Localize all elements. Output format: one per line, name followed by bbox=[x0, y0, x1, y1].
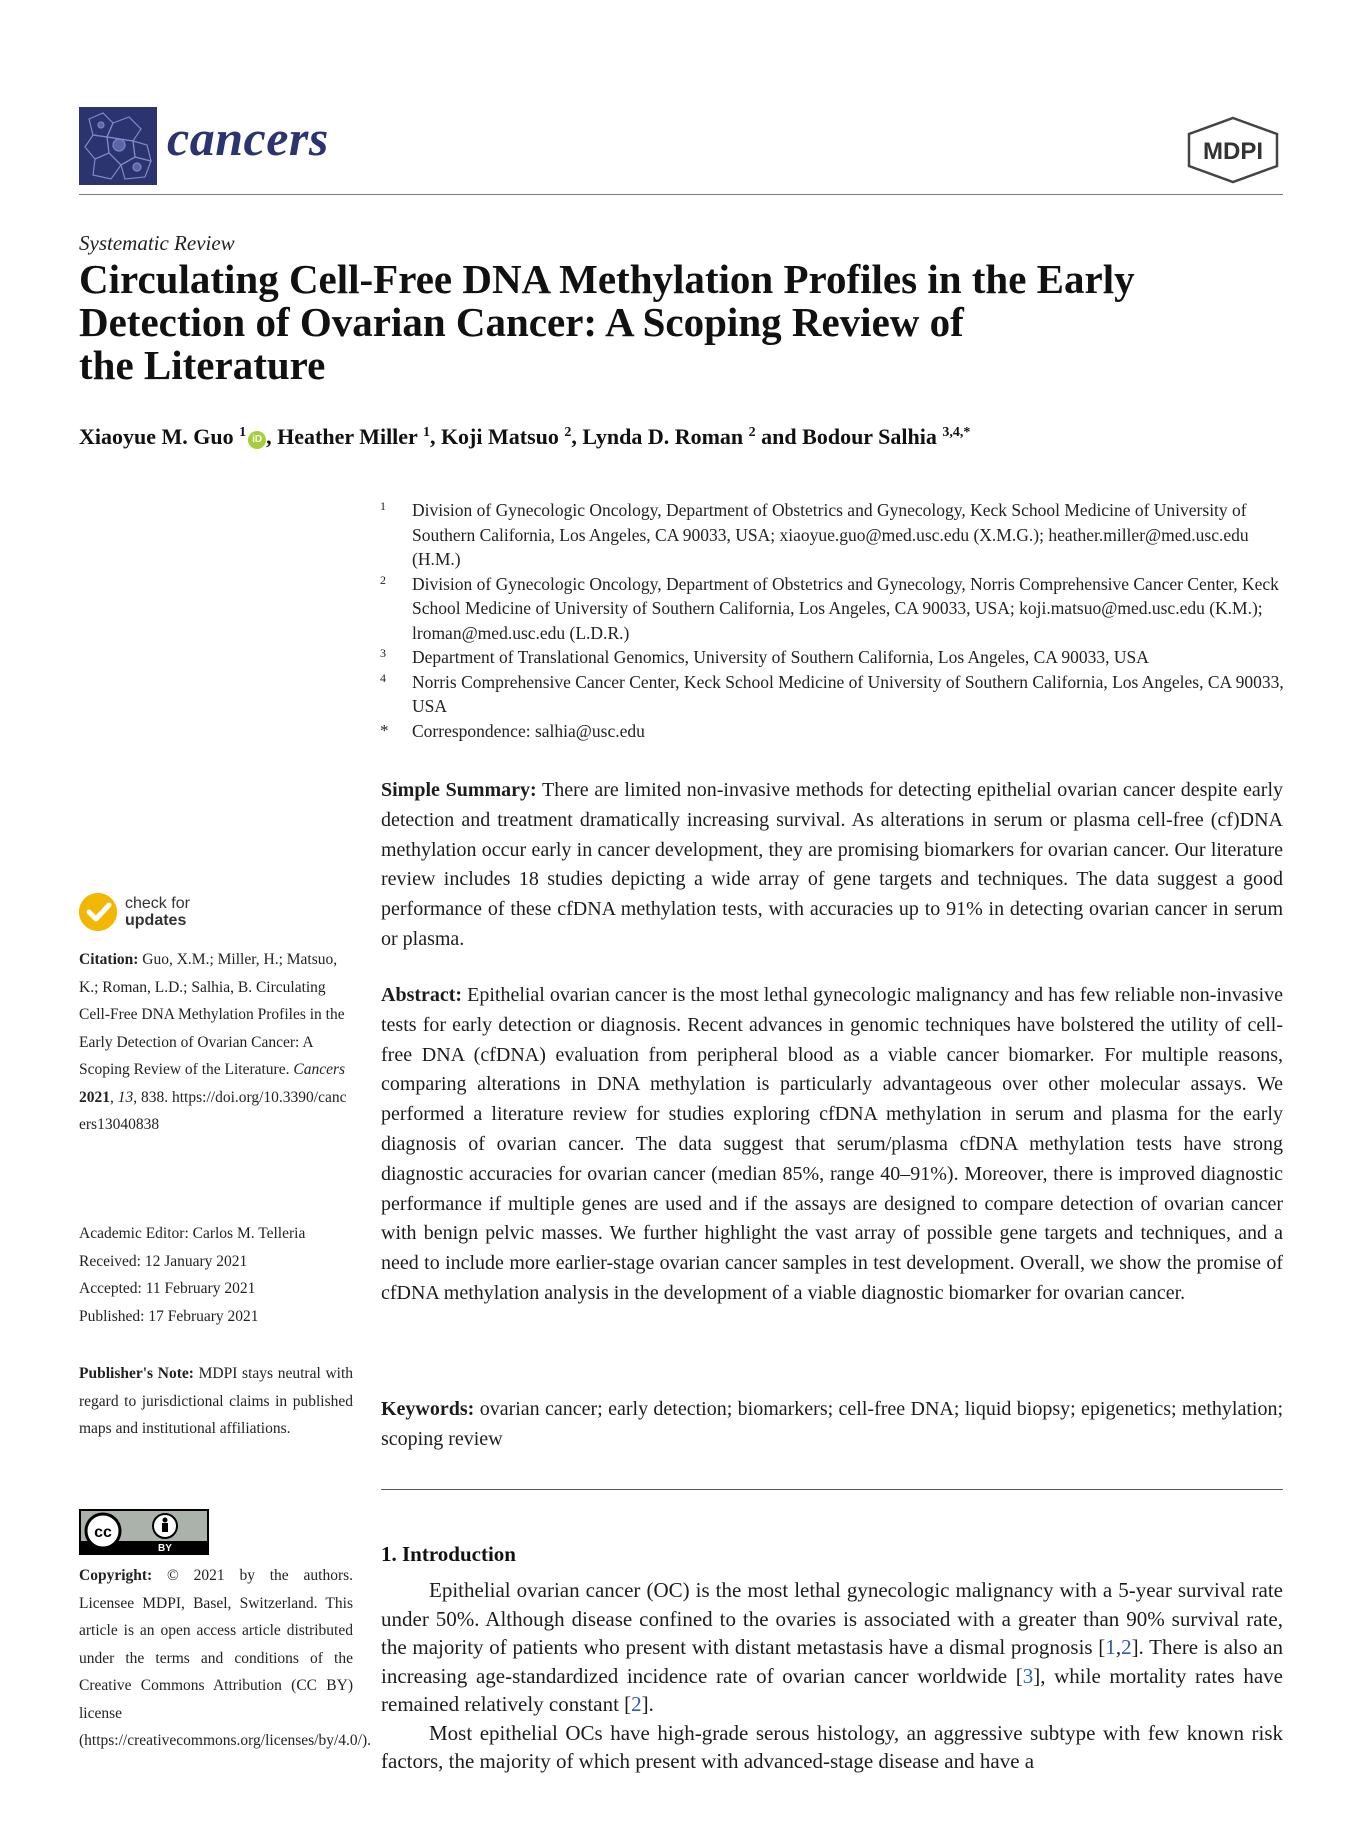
author-affil-sup: 3,4,* bbox=[942, 425, 971, 440]
orcid-icon[interactable]: iD bbox=[248, 431, 266, 449]
journal-header bbox=[79, 107, 1283, 195]
copyright-label: Copyright: bbox=[79, 1567, 153, 1584]
academic-editor: Academic Editor: Carlos M. Telleria bbox=[79, 1225, 306, 1242]
affiliation-text: Department of Translational Genomics, University of Southern California, Los Angeles, CA 90033, USA bbox=[412, 647, 1149, 667]
author-affil-sup: 2 bbox=[748, 425, 756, 440]
affiliation-number: 1 bbox=[380, 499, 386, 513]
svg-text:cc: cc bbox=[94, 1524, 112, 1541]
reference-link[interactable]: 2 bbox=[1121, 1635, 1132, 1659]
citation-year: 2021 bbox=[79, 1088, 110, 1106]
simple-summary-text: There are limited non-invasive methods for detecting epithelial ovarian cancer despite early detection and treatment dramatically increasing survival. As alterations in serum or plasma cell-free (cf)DNA methylation occur early in cancer development, they are promising biomarkers for ovarian cancer. Our literature review includes 18 studies depicting a wide array of gene targets and techniques. The data suggest a good performance of these cfDNA methylation tests, with accuracies up to 91% in detecting ovarian cancer in serum or plasma. bbox=[381, 779, 1284, 950]
license-badge-text: BY bbox=[158, 1543, 172, 1553]
simple-summary-label: Simple Summary: bbox=[381, 779, 537, 801]
paragraph-text: Epithelial ovarian cancer (OC) is the most lethal gynecologic malignancy with a 5-year survival rate under 50%. Although disease confined to the ovaries is associated with a greater than 90% survival rate, the majority of patients who present with distant metastasis have a dismal prognosis [ bbox=[381, 1578, 1283, 1659]
affiliation-number: 4 bbox=[380, 670, 386, 685]
received-date: Received: 12 January 2021 bbox=[79, 1252, 248, 1270]
author-name[interactable]: Koji Matsuo bbox=[440, 424, 559, 449]
author-name[interactable]: Heather Miller bbox=[277, 424, 418, 449]
affiliation-item bbox=[380, 572, 1285, 646]
check-updates-line2: updates bbox=[125, 912, 187, 929]
check-updates-icon bbox=[79, 893, 117, 931]
citation-doi-link[interactable]: https://doi.org/10.3390/cancers13040838 bbox=[79, 1088, 347, 1133]
title-line: Detection of Ovarian Cancer: A Scoping Review of bbox=[79, 299, 964, 345]
affiliation-number: 3 bbox=[380, 646, 386, 660]
reference-link[interactable]: 1 bbox=[1105, 1635, 1116, 1659]
reference-link[interactable]: 2 bbox=[631, 1692, 642, 1716]
affiliation-item bbox=[380, 645, 1285, 670]
affiliation-text: Division of Gynecologic Oncology, Department of Obstetrics and Gynecology, Norris Comprehensive Cancer Center, Keck School Medicine of University of Southern California, Los Angeles, CA 90033, USA; koji.matsuo@med.usc.edu (K.M.); lroman@med.usc.edu (L.D.R.) bbox=[412, 573, 1279, 643]
publisher-note-text: MDPI stays neutral with regard to jurisdictional claims in published maps and institutional affiliations. bbox=[79, 1365, 353, 1437]
title-line: Circulating Cell-Free DNA Methylation Profiles in the Early bbox=[79, 256, 1135, 302]
author-sep: , bbox=[571, 424, 583, 449]
header-divider bbox=[79, 194, 1283, 195]
publisher-name: MDPI bbox=[1203, 138, 1263, 165]
journal-logo-icon bbox=[79, 107, 157, 185]
citation-article: 838. bbox=[141, 1088, 169, 1106]
author-sep: , bbox=[266, 424, 278, 449]
correspondence-mark: * bbox=[380, 720, 389, 740]
mdpi-logo bbox=[1183, 115, 1283, 185]
correspondence-text[interactable]: Correspondence: salhia@usc.edu bbox=[412, 720, 645, 741]
affiliation-item bbox=[380, 498, 1285, 572]
publisher-note-label: Publisher's Note: bbox=[79, 1365, 194, 1382]
journal-name: cancers bbox=[167, 110, 329, 166]
check-for-updates-button[interactable] bbox=[79, 893, 309, 933]
citation-block: Citation: Guo, X.M.; Miller, H.; Matsuo, K.; Roman, L.D.; Salhia, B. Circulating Cell-Free DNA Methylation Profiles in the Early Detection of Ovarian Cancer: A Scoping Review of the Literature. Cancers 2021, 13, 838. https://doi.org/10.3390/cancers13040838 bbox=[79, 951, 347, 1133]
published-date: Published: 17 February 2021 bbox=[79, 1307, 259, 1325]
author-sep: , bbox=[429, 424, 441, 449]
citation-volume: 13 bbox=[117, 1088, 134, 1106]
paragraph bbox=[381, 1576, 1283, 1719]
introduction-body bbox=[381, 1576, 1283, 1776]
paragraph: Most epithelial OCs have high-grade serous histology, an aggressive subtype with few known risk factors, the majority of which present with advanced-stage disease and have a bbox=[381, 1720, 1283, 1773]
paragraph-text: ]. bbox=[641, 1692, 654, 1716]
affiliation-item bbox=[380, 670, 1285, 719]
citation-text: Guo, X.M.; Miller, H.; Matsuo, K.; Roman, L.D.; Salhia, B. Circulating Cell-Free DNA Methylation Profiles in the Early Detection of Ovarian Cancer: A Scoping Review of the Literature. bbox=[79, 951, 345, 1078]
author-name[interactable]: Lynda D. Roman bbox=[582, 424, 744, 449]
reference-sep: , bbox=[1115, 1635, 1122, 1659]
copyright-text: © 2021 by the authors. Licensee MDPI, Basel, Switzerland. This article is an open access article distributed under the terms and conditions of the Creative Commons Attribution (CC BY) license (https://creativecommons.org/licenses/by/4.0/). bbox=[79, 1567, 372, 1749]
affiliation-text: Division of Gynecologic Oncology, Department of Obstetrics and Gynecology, Keck School Medicine of University of Southern California, Los Angeles, CA 90033, USA; xiaoyue.guo@med.usc.edu (X.M.G.); heather.miller@med.usc.edu (H.M.) bbox=[412, 500, 1249, 569]
author-name[interactable]: Bodour Salhia bbox=[802, 424, 937, 449]
section-divider bbox=[381, 1489, 1283, 1490]
keywords-text: ovarian cancer; early detection; biomarkers; cell-free DNA; liquid biopsy; epigenetics; methylation; scoping review bbox=[381, 1398, 1283, 1450]
affiliations bbox=[380, 498, 1285, 743]
author-affil-sup: 1 bbox=[422, 425, 430, 440]
article-dates bbox=[79, 1220, 353, 1330]
abstract bbox=[381, 981, 1283, 1309]
paragraph-text: ]. There is also an increasing age-standardized incidence rate of ovarian cancer worldwide [ bbox=[381, 1635, 1283, 1688]
copyright-block bbox=[79, 1562, 372, 1755]
author-list bbox=[79, 424, 970, 450]
check-updates-text bbox=[125, 895, 190, 929]
simple-summary bbox=[381, 776, 1283, 955]
title-line: the Literature bbox=[79, 342, 326, 388]
check-updates-line1: check for bbox=[125, 895, 190, 912]
citation-journal: Cancers bbox=[293, 1061, 346, 1078]
affiliation-text: Norris Comprehensive Cancer Center, Keck School Medicine of University of Southern California, Los Angeles, CA 90033, USA bbox=[412, 671, 1284, 716]
abstract-label: Abstract: bbox=[381, 984, 463, 1006]
article-type: Systematic Review bbox=[79, 231, 235, 255]
cc-by-license-badge[interactable] bbox=[79, 1509, 209, 1555]
reference-link[interactable]: 3 bbox=[1022, 1663, 1034, 1688]
correspondence bbox=[380, 719, 1285, 744]
abstract-text: Epithelial ovarian cancer is the most lethal gynecologic malignancy and has few reliable non-invasive tests for early detection or diagnosis. Recent advances in genomic techniques have bolstered the utility of cell-free DNA (cfDNA) evaluation from peripheral blood as a viable cancer biomarker. For multiple reasons, comparing alterations in DNA methylation is particularly advantageous over other molecular assays. We performed a literature review for studies exploring cfDNA methylation in serum and plasma for the early diagnosis of ovarian cancer. The data suggest that serum/plasma cfDNA methylation tests have strong diagnostic accuracies for ovarian cancer (median 85%, range 40–91%). Moreover, there is improved diagnostic performance if multiple genes are used and if the assays are designed to compare detection of ovarian cancer with benign pelvic masses. We further highlight the vast array of possible gene targets and techniques, and a need to include more earlier-stage ovarian cancer samples in test development. Overall, we show the promise of cfDNA methylation analysis in the development of a viable diagnostic biomarker for ovarian cancer. bbox=[381, 984, 1284, 1304]
section-heading: 1. Introduction bbox=[381, 1542, 516, 1566]
author-affil-sup: 2 bbox=[564, 425, 572, 440]
keywords bbox=[381, 1395, 1283, 1455]
publisher-note bbox=[79, 1360, 353, 1443]
accepted-date: Accepted: 11 February 2021 bbox=[79, 1280, 256, 1297]
affiliation-number: 2 bbox=[380, 572, 386, 587]
article-title bbox=[79, 258, 1279, 387]
paragraph-text: ], while mortality rates have remained relatively constant [ bbox=[381, 1663, 1283, 1716]
author-name[interactable]: Xiaoyue M. Guo bbox=[79, 424, 234, 449]
citation-label: Citation: bbox=[79, 951, 139, 968]
author-sep: and bbox=[755, 424, 803, 449]
author-affil-sup: 1 bbox=[239, 425, 247, 440]
keywords-label: Keywords: bbox=[381, 1398, 475, 1420]
